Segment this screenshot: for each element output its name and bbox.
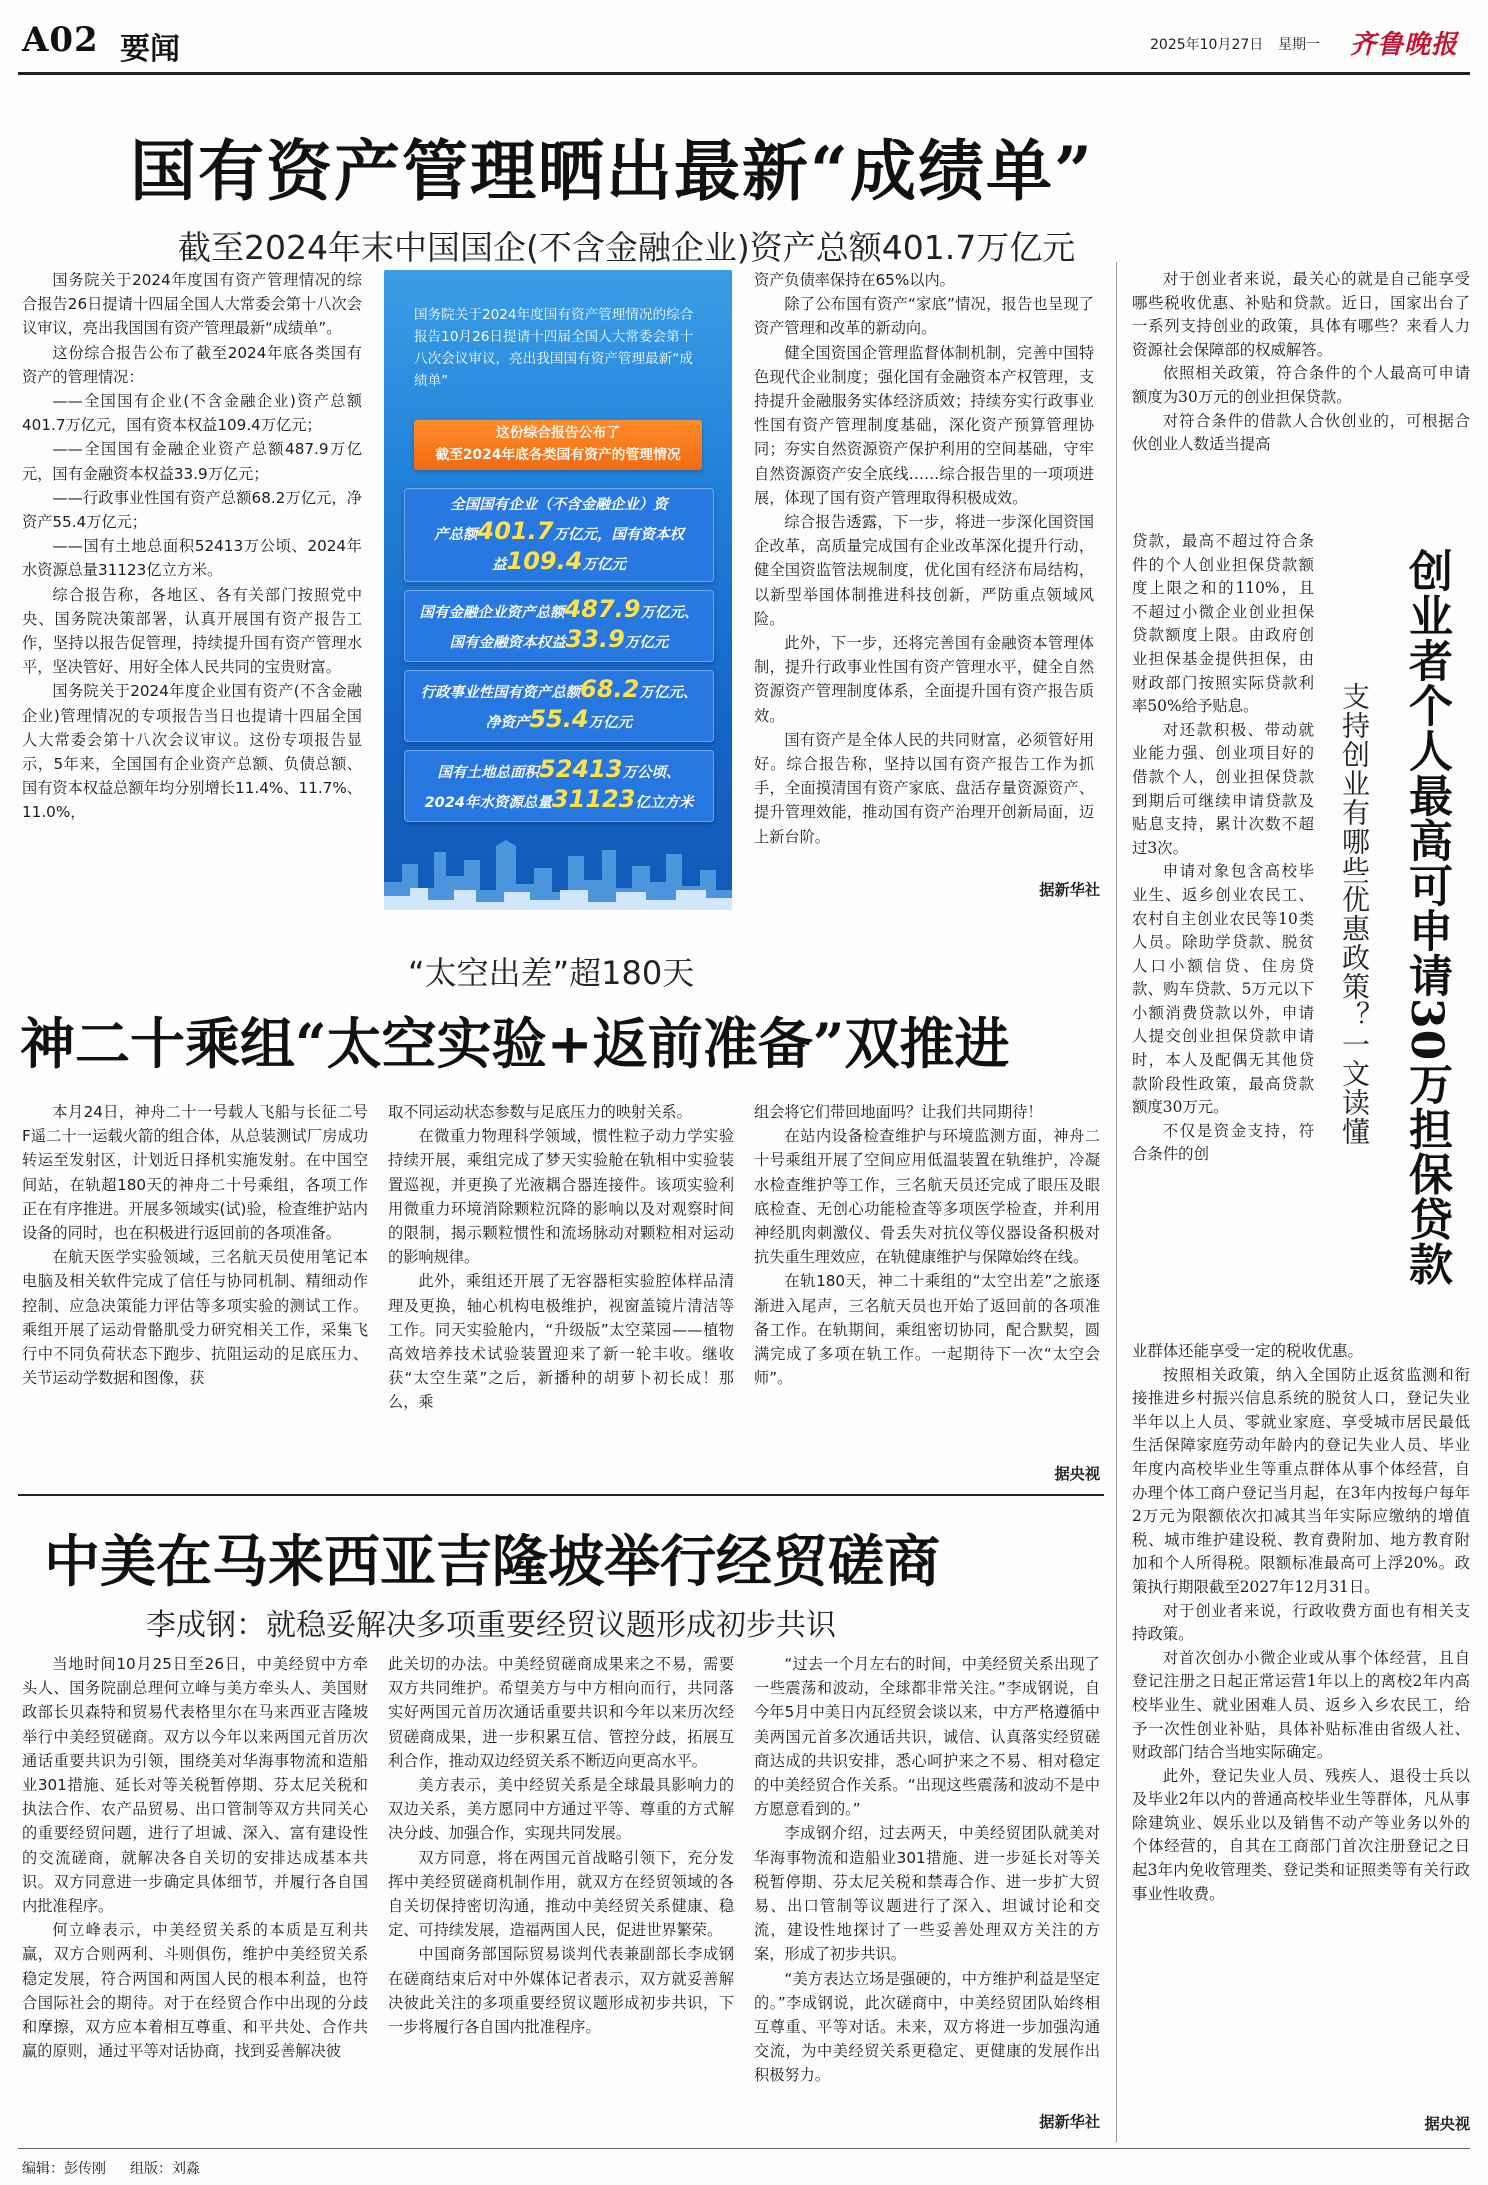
stat-number: 31123 [551,785,636,813]
stat-box-administrative-assets [404,670,714,742]
story3-credit: 据新华社 [1039,2113,1100,2131]
paragraph: “过去一个月左右的时间，中美经贸关系出现了一些震荡和波动，全球都非常关注。”李成钢说，自今年5月中美日内瓦经贸会谈以来，中方严格遵循中美两国元首多次通话共识，诚信、认真落实经贸磋商达成的共识安排，悉心呵护来之不易、相对稳定的中美经贸合作关系。“出现这些震荡和波动不是中方愿意看到的。” [754,1655,1100,1819]
paragraph: 此外，下一步，还将完善国有金融资本管理体制，提升行政事业性国有资产管理水平，健全自然资源资产管理制度体系，全面提升国有资产报告质效。 [754,634,1094,725]
page-number: A02 [22,20,99,60]
paragraph: ——全国国有企业(不含金融企业)资产总额401.7万亿元，国有资本权益109.4万亿元； [22,392,362,435]
stat-number: 33.9 [565,625,625,653]
paragraph: 对首次创办小微企业或从事个体经营，且自登记注册之日起正常运营1年以上的离校2年内高校毕业生、就业困难人员、返乡入乡农民工，给予一次性创业补贴，具体补贴标准由省级人社、财政部门结合当地实际确定。 [1132,1648,1470,1762]
paragraph: 美方表示，美中经贸关系是全球最具影响力的双边关系，美方愿同中方通过平等、尊重的方式解决分歧、加强合作，实现共同发展。 [388,1776,734,1843]
paragraph: 国务院关于2024年度企业国有资产(不含金融企业)管理情况的专项报告当日也提请十四届全国人大常委会第十八次会议审议。这份专项报告显示，5年来，全国国有企业资产总额、负债总额、国有资本权益总额年均分别增长11.4%、11.7%、11.0%， [22,682,362,822]
paragraph: “美方表达立场是强硬的，中方维护利益是坚定的。”李成钢说，此次磋商中，中美经贸团队始终相互尊重、平等对话。未来，双方将进一步加强沟通交流，为中美经贸关系更稳定、更健康的发展作出积极努力。 [754,1969,1100,2085]
paragraph: ——国有土地总面积52413万公顷、2024年水资源总量31123亿立方米。 [22,537,362,580]
story-divider [18,1494,1104,1496]
stat-box-financial-enterprises [404,590,714,662]
infographic-banner [414,420,702,470]
story3-column-1 [22,1652,368,2130]
section-title: 要闻 [120,32,180,67]
paragraph: 此外，登记失业人员、残疾人、退役士兵以及毕业2年以内的普通高校毕业生等群体，凡从事除建筑业、娱乐业以及销售不动产等业务以外的个体经营的，自其在工商部门首次注册登记之日起3年内免收管理类、登记类和证照类等有关行政事业性收费。 [1132,1766,1470,1903]
story4-subhead: 支持创业有哪些优惠政策？一文读懂 [1338,682,1371,1146]
paragraph: 何立峰表示，中美经贸关系的本质是互利共赢，双方合则两利、斗则俱伤，维护中美经贸关系稳定发展，符合两国和两国人民的根本利益，也符合国际社会的期待。对于在经贸合作中出现的分歧和摩擦，双方应本着相互尊重、和平共处、合作共赢的原则，通过平等对话协商，找到妥善解决彼 [22,1921,368,2061]
paragraph: 在微重力物理科学领域，惯性粒子动力学实验持续开展，乘组完成了梦天实验舱在轨相中实验装置巡视，并更换了光液耦合器连接件。该项实验利用微重力环境消除颗粒沉降的影响以及对观察时间的限制，揭示颗粒惯性和流场脉动对颗粒相对运动的影响规律。 [388,1127,734,1267]
column-divider [1116,262,1117,2142]
stat-text: 亿立方米 [635,795,694,811]
header-rule [18,72,1470,75]
stat-text: 万亿元、 [639,685,698,701]
paragraph: ——行政事业性国有资产总额68.2万亿元，净资产55.4万亿元； [22,488,362,532]
story1-column-1 [22,268,362,904]
paragraph: 资产负债率保持在65%以内。 [754,271,955,289]
stat-text: 净资产 [485,715,530,731]
stat-text: 万亿元 [582,557,626,573]
paragraph: 按照相关政策，纳入全国防止返贫监测和衔接推进乡村振兴信息系统的脱贫人口，登记失业半年以上人员、零就业家庭、享受城市居民最低生活保障家庭劳动年龄内的登记失业人员、毕业年度内高校毕业生等重点群体从事个体经营，自办理个体工商户登记当月起，在3年内按每户每年2万元为限额依次扣减其当年实际应缴纳的增值税、城市维护建设税、教育费附加、地方教育附加和个人所得税。限额标准最高可上浮20%。政策执行期限截至2027年12月31日。 [1132,1365,1470,1596]
dateline-date: 2025年10月27日 [1150,37,1264,53]
stat-number: 401.7 [477,517,554,545]
story4-top-text [1132,268,1470,508]
paragraph: 在站内设备检查维护与环境监测方面，神舟二十号乘组开展了空间应用低温装置在轨维护，冷凝水检查维护等工作，三名航天员还完成了眼压及眼底检查、无创心功能检查等多项医学检查，并利用神经肌肉刺激仪、骨丢失对抗仪等仪器设备积极对抗失重生理效应，在轨健康维护与保障始终在线。 [754,1127,1100,1267]
stat-text: 2024年水资源总量 [424,795,552,811]
infographic [384,270,732,910]
story1-subhead: 截至2024年末中国国企(不含金融企业)资产总额401.7万亿元 [178,228,1076,267]
paragraph: 此关切的办法。中美经贸磋商成果来之不易，需要双方共同维护。希望美方与中方相向而行，共同落实好两国元首历次通话重要共识和今年以来历次经贸磋商成果，进一步积累互信、管控分歧，拓展互利合作，推动双边经贸关系不断迈向更高水平。 [388,1655,734,1770]
paragraph: 申请对象包含高校毕业生、返乡创业农民工、农村自主创业农民等10类人员。除助学贷款、脱贫人口小额信贷、住房贷款、购车贷款、5万元以下小额消费贷款以外，申请人提交创业担保贷款申请时，本人及配偶无其他贷款阶段性政策，最高贷款额度30万元。 [1132,862,1314,1117]
story3-subhead: 李成钢：就稳妥解决多项重要经贸议题形成初步共识 [146,1608,836,1643]
stat-text: 益 [492,557,507,573]
stat-box-land-water [404,750,714,822]
stat-number: 55.4 [529,705,589,733]
stat-text: 万亿元 [624,635,669,651]
story4-bottom-text [1132,1340,1470,2126]
stat-number: 109.4 [506,547,583,575]
paragraph: 在航天医学实验领域，三名航天员使用笔记本电脑及相关软件完成了信任与协同机制、精细动作控制、应急决策能力评估等多项实验的测试工作。乘组开展了运动骨骼肌受力研究相关工作，采集飞行中不同负荷状态下跑步、抗阻运动的足底压力、关节运动学数据和图像，获 [22,1248,368,1388]
stat-text: 万亿元、 [640,605,699,621]
stat-text: 全国国有企业（不含金融企业）资 [450,497,668,513]
paragraph: 组会将它们带回地面吗？让我们共同期待！ [754,1103,1043,1121]
story4-credit: 据央视 [1424,2115,1470,2133]
paragraph: 对符合条件的借款人合伙创业的，可根据合伙创业人数适当提高 [1132,411,1470,454]
paragraph: 健全国资国企管理监督体制机制，完善中国特色现代企业制度；强化国有金融资本产权管理，支持提升金融服务实体经济质效；持续夯实行政事业性国有资产管理制度基础，深化资产预算管理协同；夯实自然资源资产保护利用的空间基础，守牢自然资源资产安全底线……综合报告里的一项项进展，体现了国有资产管理取得积极成效。 [754,343,1094,507]
story3-headline: 中美在马来西亚吉隆坡举行经贸磋商 [44,1529,940,1595]
paragraph: 中国商务部国际贸易谈判代表兼副部长李成钢在磋商结束后对中外媒体记者表示，双方就妥善解决彼此关注的多项重要经贸议题形成初步共识，下一步将履行各自国内批准程序。 [388,1945,734,2037]
footer-editor: 编辑：彭传刚 [22,2161,106,2177]
infographic-intro: 国务院关于2024年度国有资产管理情况的综合报告10月26日提请十四届全国人大常委会第十八次会议审议，亮出我国国有资产管理最新“成绩单” [414,307,694,389]
paragraph: 贷款，最高不超过符合条件的个人创业担保贷款额度上限之和的110%，且不超过小微企业创业担保贷款额度上限。由政府创业担保基金提供担保，由财政部门按照实际贷款利率50%给予贴息。 [1132,532,1314,716]
story1-credit: 据新华社 [1039,881,1100,899]
paragraph: 不仅是资金支持，符合条件的创 [1132,1121,1314,1164]
paragraph: 这份综合报告公布了截至2024年底各类国有资产的管理情况： [22,343,362,386]
paragraph: 在轨180天，神二十乘组的“太空出差”之旅逐渐进入尾声，三名航天员也开始了返回前的各项准备工作。在轨期间，乘组密切协同，配合默契，圆满完成了多项在轨工作。一起期待下一次“太空会师”。 [754,1272,1100,1388]
paragraph: ——全国国有金融企业资产总额487.9万亿元，国有金融资本权益33.9万亿元； [22,440,362,483]
stat-box-state-enterprises [404,488,714,582]
story3-column-3 [754,1652,1100,2130]
story1-column-3 [754,268,1094,908]
story2-column-2 [388,1100,734,1486]
stat-text: 万亿元 [588,715,633,731]
story3-column-2 [388,1652,734,2130]
paragraph: 李成钢介绍，过去两天，中美经贸团队就美对华海事物流和造船业301措施、进一步延长对等关税暂停期、芬太尼关税和禁毒合作、进一步扩大贸易、出口管制等议题进行了深入、坦诚讨论和交流，建设性地探讨了一些妥善处理双方关注的方案，形成了初步共识。 [754,1824,1100,1964]
paragraph: 国务院关于2024年度国有资产管理情况的综合报告26日提请十四届全国人大常委会第十八次会议审议，亮出我国国有资产管理最新“成绩单”。 [22,271,362,338]
story2-headline: 神二十乘组“太空实验+返前准备”双推进 [20,1011,1010,1076]
city-skyline-illustration [384,830,732,910]
paragraph: 对于创业者来说，最关心的就是自己能享受哪些税收优惠、补贴和贷款。近日，国家出台了一系列支持创业的政策，具体有哪些？来看人力资源社会保障部的权威解答。 [1132,270,1470,359]
story2-column-3 [754,1100,1100,1486]
banner-line-2: 截至2024年底各类国有资产的管理情况 [435,447,681,463]
story1-headline: 国有资产管理晒出最新“成绩单” [130,132,1094,210]
paragraph: 对于创业者来说，行政收费方面也有相关支持政策。 [1132,1601,1470,1644]
paragraph: 此外，乘组还开展了无容器柜实验腔体样品清理及更换，轴心机构电极维护，视窗盖镜片清洁等工作。同天实验舱内，“升级版”太空菜园——植物高效培养技术试验装置迎来了新一轮丰收。继收获“太空生菜”之后，新播种的胡萝卜初长成！那么，乘 [388,1272,734,1412]
paragraph: 取不同运动状态参数与足底压力的映射关系。 [388,1103,692,1121]
stat-text: 产总额 [434,527,478,543]
stat-number: 52413 [539,755,623,783]
paragraph: 综合报告透露，下一步，将进一步深化国资国企改革，高质量完成国有企业改革深化提升行动，健全国资监管法规制度，优化国有经济布局结构，以新型举国体制推进科技创新，严防重点领域风险。 [754,513,1094,628]
paragraph: 双方同意，将在两国元首战略引领下，充分发挥中美经贸磋商机制作用，就双方在经贸领域的各自关切保持密切沟通，推动中美经贸关系健康、稳定、可持续发展，造福两国人民，促进世界繁荣。 [388,1848,734,1940]
story4-narrow-text [1132,530,1314,1338]
story4-headline: 创业者个人最高可申请30万担保贷款 [1401,548,1452,1287]
paragraph: 本月24日，神舟二十一号载人飞船与长征二号F遥二十一运载火箭的组合体，从总装测试厂房成功转运至发射区，计划近日择机实施发射。在中国空间站，在轨超180天的神舟二十号乘组，各项工作正在有序推进。开展多领域实(试)验，检查维护站内设备的同时，也在积极进行返回前的各项准备。 [22,1103,368,1243]
banner-line-1: 这份综合报告公布了 [495,425,621,441]
paragraph: 对还款积极、带动就业能力强、创业项目好的借款个人，创业担保贷款到期后可继续申请贷款及贴息支持，累计次数不超过3次。 [1132,720,1314,857]
paragraph: 业群体还能享受一定的税收优惠。 [1132,1342,1363,1360]
stat-number: 487.9 [564,595,641,623]
stat-text: 万亿元，国有资本权 [553,527,684,543]
paragraph: 依照相关政策，符合条件的个人最高可申请额度为30万元的创业担保贷款。 [1132,364,1470,406]
stat-text: 万公顷、 [622,765,681,781]
story2-column-1 [22,1100,368,1486]
paragraph: 综合报告称，各地区、各有关部门按照党中央、国务院决策部署，认真开展国有资产报告工作，坚持以报告促管理，持续提升国有资产管理水平，坚决管好、用好全体人民共同的宝贵财富。 [22,585,362,677]
footer-designer: 组版：刘淼 [130,2161,200,2177]
stat-text: 国有土地总面积 [437,765,539,781]
stat-number: 68.2 [580,675,640,703]
paragraph: 国有资产是全体人民的共同财富，必须管好用好。综合报告称，坚持以国有资产报告工作为抓手，全面摸清国有资产家底、盘活存量资源资产、提升管理效能，推动国有资产治理开创新局面，迈上新台阶。 [754,730,1094,846]
dateline-weekday: 星期一 [1278,37,1320,53]
footer-rule [18,2148,1470,2149]
stat-text: 国有金融资本权益 [449,635,566,651]
stat-text: 国有金融企业资产总额 [419,605,565,621]
stat-text: 行政事业性国有资产总额 [420,685,581,701]
newspaper-logo: 齐鲁晚报 [1350,30,1459,60]
story2-kicker: “太空出差”超180天 [408,954,695,992]
paragraph: 除了公布国有资产“家底”情况，报告也呈现了资产管理和改革的新动向。 [754,295,1094,338]
paragraph: 当地时间10月25日至26日，中美经贸中方牵头人、国务院副总理何立峰与美方牵头人、美国财政部长贝森特和贸易代表格里尔在马来西亚吉隆坡举行中美经贸磋商。双方以今年以来两国元首历次通话重要共识为引领，围绕美对华海事物流和造船业301措施、延长对等关税暂停期、芬太尼关税和执法合作、农产品贸易、出口管制等双方共同关心的重要经贸问题，进行了坦诚、深入、富有建设性的交流磋商，就解决各自关切的安排达成基本共识。双方同意进一步确定具体细节，并履行各自国内批准程序。 [22,1655,368,1916]
story2-credit: 据央视 [1054,1465,1100,1483]
